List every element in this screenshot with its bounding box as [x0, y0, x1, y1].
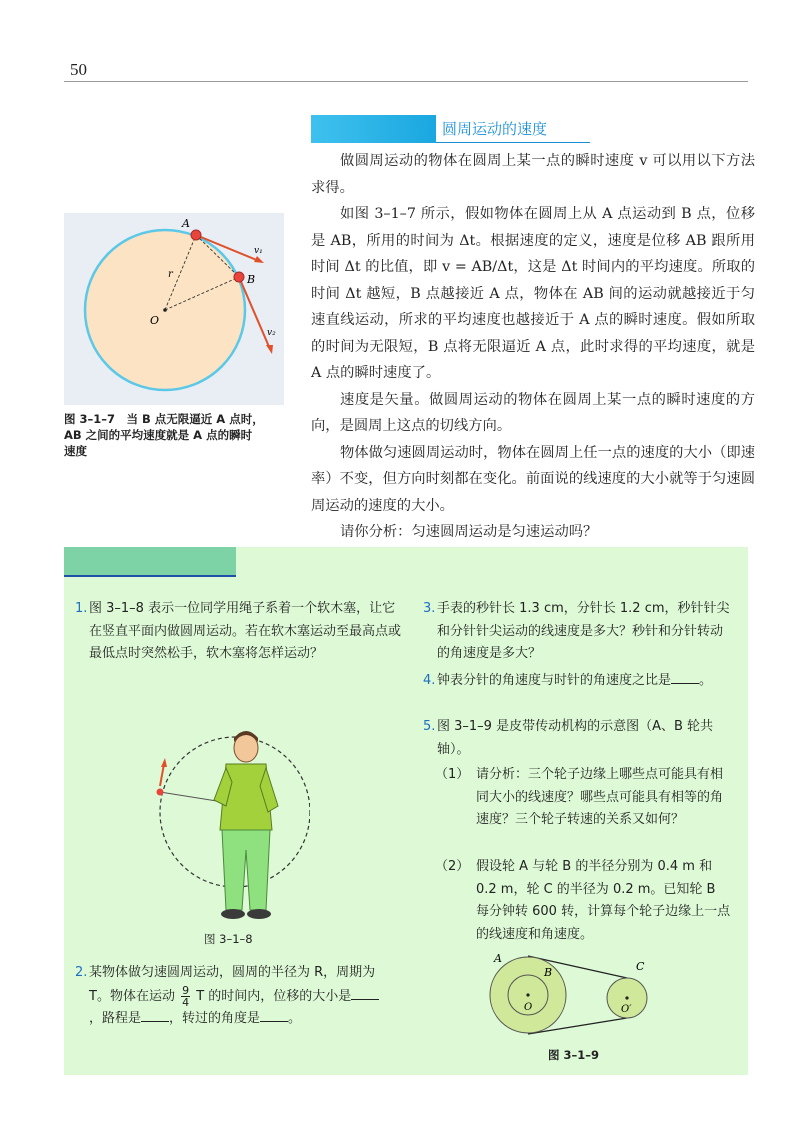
v1-arrowhead: [254, 256, 264, 263]
question-5: [423, 716, 730, 761]
label-O: O: [150, 314, 160, 327]
circle-velocity-diagram: [64, 213, 284, 405]
fraction-numerator: 9: [182, 983, 190, 997]
caption-line: 图 3–1–7 当 B 点无限逼近 A 点时，: [64, 412, 264, 426]
figure-3-1-8-caption: 图 3–1–8: [204, 932, 253, 946]
fraction-denominator: 4: [182, 995, 190, 1009]
student-swinging-cork-illustration: [140, 720, 310, 925]
caption-line: 速度: [64, 444, 87, 458]
question-4: [423, 670, 730, 693]
question-5-part-1: [435, 764, 731, 832]
question-5-part-2: [435, 856, 731, 946]
section-title-underline: [436, 142, 590, 143]
answer-blank[interactable]: [671, 671, 699, 684]
cork-arrowhead: [161, 758, 167, 767]
question-text-end: 。: [699, 673, 713, 688]
sub-question-number: （1）: [435, 767, 470, 782]
sub-question-text: 请分析：三个轮子边缘上哪些点可能具有相同大小的线速度？哪些点可能具有相等的角速度？三个轮子转速的关系又如何？: [476, 767, 724, 827]
section-banner-bar: [311, 115, 436, 143]
question-text-d: ，转过的角度是: [169, 1011, 261, 1026]
paragraph-1: 做圆周运动的物体在圆周上某一点的瞬时速度 v 可以用以下方法求得。: [311, 153, 755, 196]
label-A: A: [494, 952, 502, 965]
paragraph-5: 请你分析：匀速圆周运动是匀速运动吗？: [340, 524, 598, 540]
answer-blank[interactable]: [141, 1009, 169, 1022]
fraction-9-4: [181, 985, 190, 1008]
sub-question-text: 假设轮 A 与轮 B 的半径分别为 0.4 m 和 0.2 m，轮 C 的半径为 0.2 m。已知轮 B 每分钟转 600 转，计算每个轮子边缘上一点的线速度和角速度。: [476, 859, 731, 942]
question-number: 4.: [423, 673, 436, 688]
question-text: 手表的秒针长 1.3 cm，分针长 1.2 cm，秒针针尖和分针针尖运动的线速度是多大？秒针和分针转动的角速度是多大？: [437, 601, 730, 661]
belt-drive-diagram: [482, 950, 662, 1040]
question-number: 3.: [423, 601, 436, 616]
paragraph-4: 物体做匀速圆周运动时，物体在圆周上任一点的速度的大小（即速率）不变，但方向时刻都在变化。前面说的线速度的大小就等于匀速圆周运动的速度的大小。: [311, 444, 755, 514]
question-number: 1.: [75, 601, 88, 616]
label-O-prime: O′: [621, 1004, 632, 1015]
cork: [157, 789, 164, 796]
trousers: [222, 830, 270, 910]
exercise-tab-underline: [64, 575, 236, 577]
center-O: [163, 308, 167, 312]
question-number: 2.: [75, 965, 88, 980]
label-v1: v₁: [254, 246, 263, 256]
figure-3-1-7: [64, 213, 284, 405]
label-O: O: [524, 1002, 533, 1013]
cork-velocity-arrow: [160, 764, 164, 786]
point-A: [191, 230, 201, 240]
question-text: 图 3–1–9 是皮带传动机构的示意图（A、B 轮共轴）。: [437, 719, 714, 757]
figure-3-1-7-caption: [64, 411, 289, 459]
header-rule: [64, 81, 748, 82]
figure-3-1-9-caption: 图 3–1–9: [548, 1048, 600, 1062]
label-r: r: [168, 269, 173, 280]
exercise-tab: [64, 547, 236, 576]
question-text: 图 3–1–8 表示一位同学用绳子系着一个软木塞，让它在竖直平面内做圆周运动。若在软木塞运动至最高点或最低点时突然松手，软木塞将怎样运动？: [89, 601, 402, 661]
axle-O-prime: [625, 996, 628, 999]
question-text-a: 某物体做匀速圆周运动，圆周的半径为 R，周期为 T。物体在运动: [89, 965, 376, 1004]
paragraph-3: 速度是矢量。做圆周运动的物体在圆周上某一点的瞬时速度的方向，是圆周上这点的切线方向。: [311, 391, 755, 434]
paragraph-2: 如图 3–1–7 所示，假如物体在圆周上从 A 点运动到 B 点，位移是 AB，所用的时间为 Δt。根据速度的定义，速度是位移 AB 跟所用时间 Δt 的比值，即 v = AB/Δt，这是 Δt 时间内的平均速度。所取的时间 Δt 越短，B 点越接近 A 点，物体在 AB 间的运动就越接近于匀速直线运动，所求的平均速度也越接近于 A 点的瞬时速度。假如所取的时间为无限短，B 点将无限逼近 A 点，此时求得的平均速度，就是 A 点的瞬时速度了。: [311, 206, 755, 381]
body-text: [311, 148, 755, 546]
question-1: [75, 598, 407, 666]
page-number: 50: [70, 60, 87, 79]
answer-blank[interactable]: [260, 1009, 288, 1022]
label-v2: v₂: [267, 328, 276, 338]
section-title: 圆周运动的速度: [436, 115, 590, 143]
sub-question-number: （2）: [435, 859, 470, 874]
answer-blank[interactable]: [351, 987, 379, 1000]
label-B: B: [544, 966, 553, 979]
figure-3-1-9: [482, 950, 662, 1040]
left-shoe: [247, 909, 271, 919]
label-B: B: [247, 273, 256, 286]
question-number: 5.: [423, 719, 436, 734]
label-C: C: [636, 960, 645, 973]
figure-3-1-8: [140, 720, 310, 925]
question-text-e: 。: [288, 1011, 302, 1026]
v2-arrowhead: [266, 345, 273, 354]
right-shoe: [221, 909, 245, 919]
question-2: [75, 962, 391, 1031]
question-text-b: T 的时间内，位移的大小是: [196, 988, 352, 1004]
rope: [160, 792, 223, 802]
question-3: [423, 598, 730, 666]
axle-O: [526, 993, 529, 996]
question-text: 钟表分针的角速度与时针的角速度之比是: [437, 673, 672, 688]
question-text-c: ，路程是: [89, 1011, 142, 1026]
point-B: [234, 272, 244, 282]
label-A: A: [182, 217, 190, 230]
caption-line: AB 之间的平均速度就是 A 点的瞬时: [64, 428, 253, 442]
